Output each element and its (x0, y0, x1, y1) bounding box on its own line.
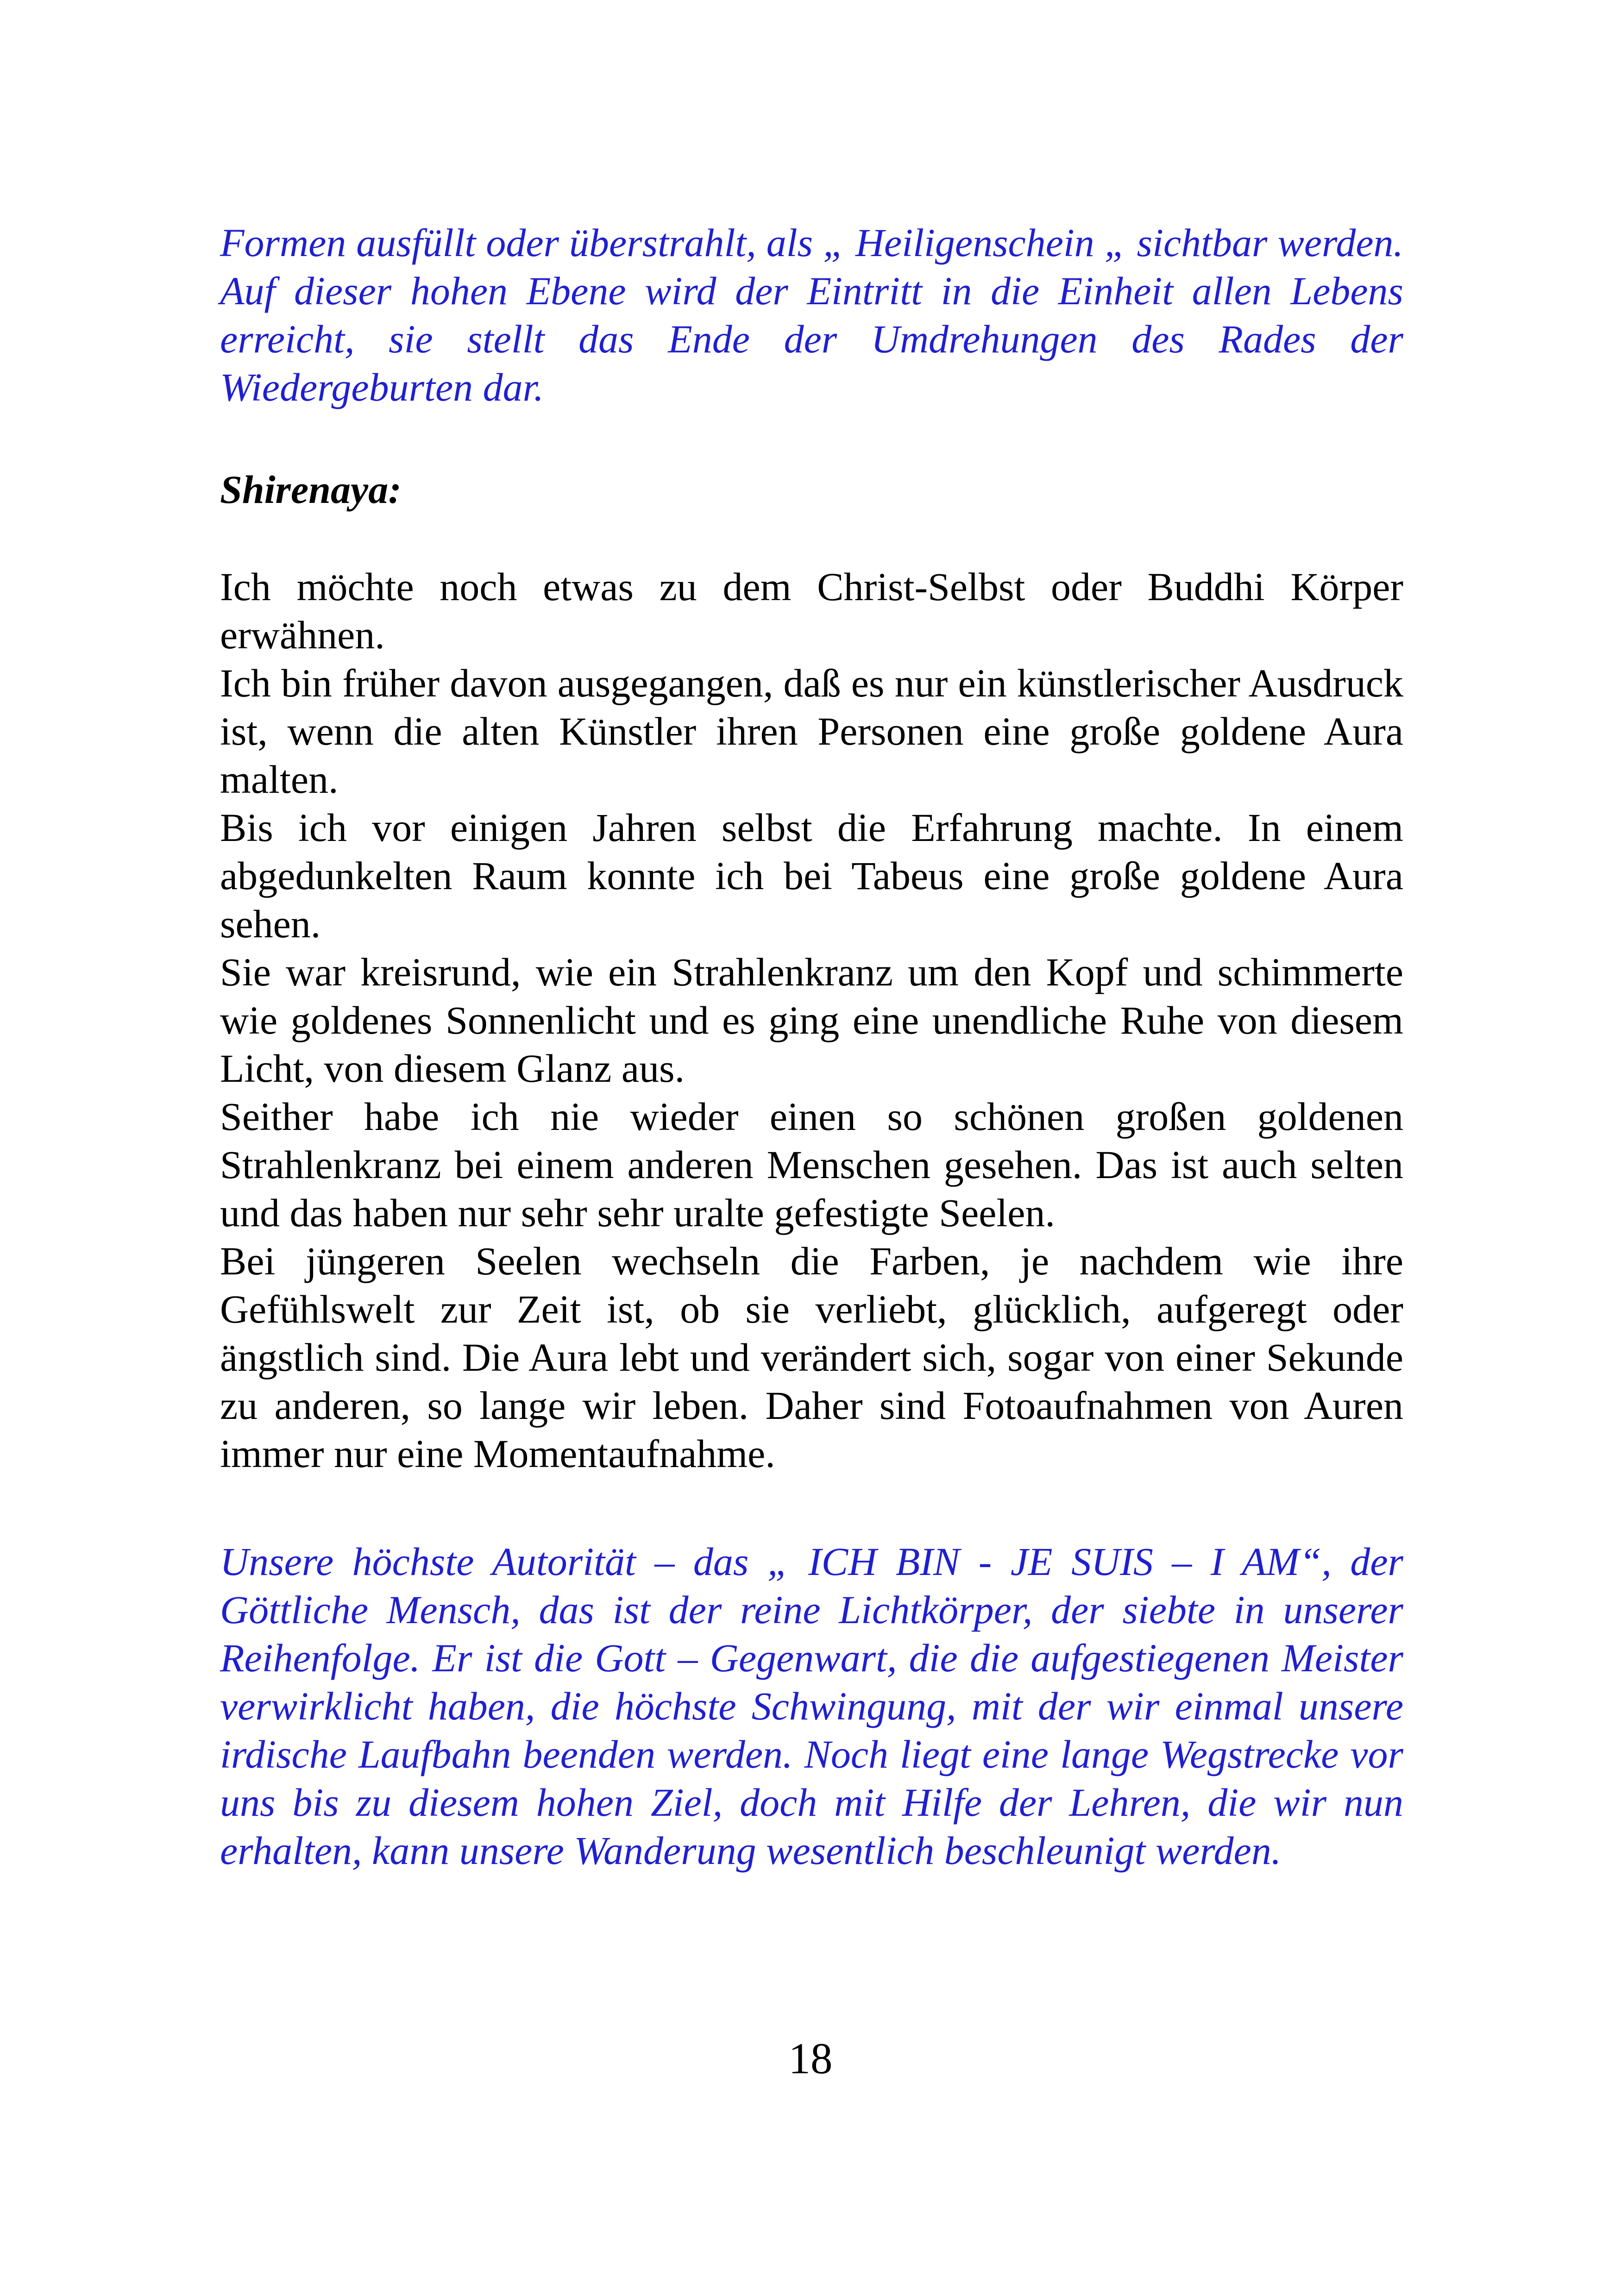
closing-paragraph: Unsere höchste Autorität – das „ ICH BIN - JE SUIS – I AM“, der Göttliche Mensch, das ist der reine Lichtkörper, der siebte in unserer Reihenfolge. Er ist die Gott – Gegenwart, die die aufgestiegenen Meister verwirklicht haben, die höchste Schwingung, mit der wir einmal unsere irdische Laufbahn beenden werden. Noch liegt eine lange Wegstrecke vor uns bis zu diesem hohen Ziel, doch mit Hilfe der Lehren, die wir nun erhalten, kann unsere Wanderung wesentlich beschleunigt werden. (220, 1539, 1403, 1873)
speaker-heading: Shirenaya: (220, 467, 402, 512)
body-paragraph-1: Ich möchte noch etwas zu dem Christ-Selbst oder Buddhi Körper erwähnen. (220, 565, 1403, 657)
body-paragraph-3: Bis ich vor einigen Jahren selbst die Erfahrung machte. In einem abgedunkelten Raum konnte ich bei Tabeus eine große goldene Aura sehen. (220, 805, 1403, 946)
body-paragraph-2: Ich bin früher davon ausgegangen, daß es nur ein künstlerischer Ausdruck ist, wenn die alten Künstler ihren Personen eine große goldene Aura malten. (220, 661, 1403, 802)
intro-paragraph: Formen ausfüllt oder überstrahlt, als „ Heiligenschein „ sichtbar werden. Auf dieser hohen Ebene wird der Eintritt in die Einheit allen Lebens erreicht, sie stellt das Ende der Umdrehungen des Rades der Wiedergeburten dar. (220, 220, 1403, 409)
speaker-body (220, 563, 1403, 1478)
body-paragraph-6: Bei jüngeren Seelen wechseln die Farben, je nachdem wie ihre Gefühlswelt zur Zeit ist, ob sie verliebt, glücklich, aufgeregt oder ängstlich sind. Die Aura lebt und verändert sich, sogar von einer Sekunde zu anderen, so lange wir leben. Daher sind Fotoaufnahmen von Auren immer nur eine Momentaufnahme. (220, 1239, 1403, 1476)
body-paragraph-5: Seither habe ich nie wieder einen so schönen großen goldenen Strahlenkranz bei einem anderen Menschen gesehen. Das ist auch selten und das haben nur sehr sehr uralte gefestigte Seelen. (220, 1094, 1403, 1235)
page-number: 18 (788, 2034, 833, 2083)
body-paragraph-4: Sie war kreisrund, wie ein Strahlenkranz um den Kopf und schimmerte wie goldenes Sonnenlicht und es ging eine unendliche Ruhe von diesem Licht, von diesem Glanz aus. (220, 950, 1403, 1091)
